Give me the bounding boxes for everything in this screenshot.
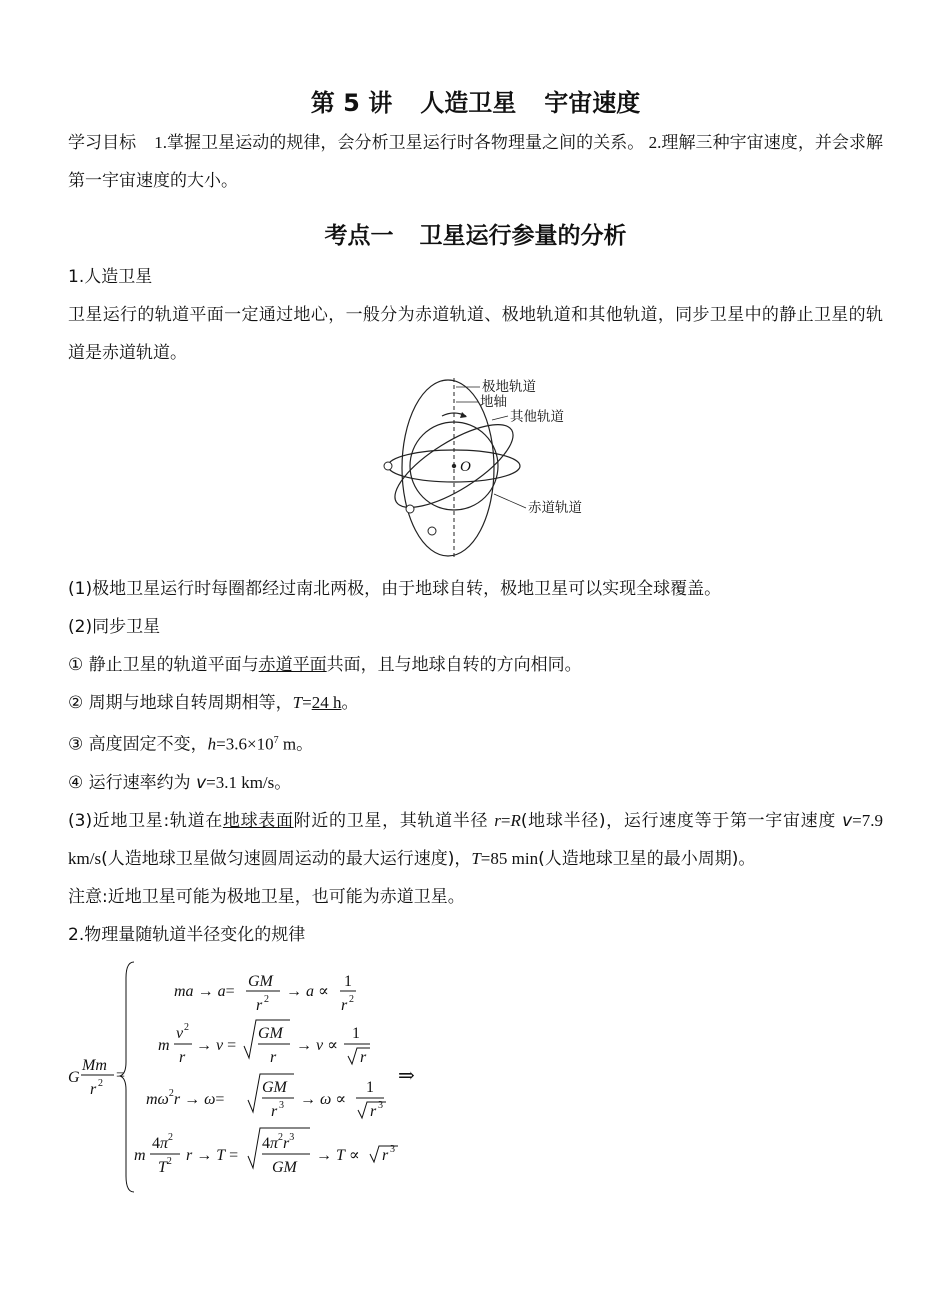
row2-r2: r — [270, 1048, 277, 1066]
polar-orbit-label: 极地轨道 — [482, 379, 536, 395]
near-r: r — [494, 810, 501, 830]
row1-one: 1 — [344, 972, 352, 990]
near-eq: = — [500, 810, 511, 830]
near-mid-2: (地球半径)，运行速度等于第一宇宙速度 — [520, 810, 843, 831]
row4-m: m — [134, 1146, 146, 1164]
row1: ma → a= — [174, 982, 235, 1000]
lecture-number: 第 5 讲 — [310, 89, 393, 117]
polar-satellite-text: (1)极地卫星运行时每圈都经过南北两极，由于地球自转，极地卫星可以实现全球覆盖。 — [68, 579, 722, 599]
sync-item-1 — [68, 646, 883, 684]
row1-r-exp: 2 — [349, 993, 354, 1005]
period-value: 24 h — [311, 693, 342, 712]
row3-r2-exp: 3 — [378, 1099, 383, 1111]
formula-brace — [120, 962, 134, 1192]
equator-leader — [494, 494, 526, 508]
row2-one: 1 — [352, 1024, 360, 1042]
rotation-arrowhead — [460, 412, 467, 418]
sync-item-3 — [68, 722, 883, 764]
section-title: 卫星运行参量的分析 — [419, 223, 627, 249]
formula-G: G — [68, 1068, 80, 1086]
subheading-satellite: 1.人造卫星 — [68, 267, 153, 287]
center-point — [452, 464, 456, 468]
near-v: v — [842, 810, 853, 831]
orbit-description: 卫星运行的轨道平面一定通过地心，一般分为赤道轨道、极地轨道和其他轨道，同步卫星中的静止卫星的轨道是赤道轨道。 — [68, 305, 883, 363]
formula-block — [68, 958, 883, 1198]
row1-rel: → a ∝ — [286, 982, 329, 1000]
row2-v-exp: 2 — [184, 1021, 189, 1033]
row4-4pi2: $4\pi^2$ — [152, 1131, 174, 1152]
satellite-equator — [384, 462, 392, 470]
row1-GM: GM — [248, 972, 273, 990]
row3-GM: GM — [262, 1078, 287, 1096]
row1-r: r — [341, 996, 348, 1014]
row4-r-exp: 3 — [390, 1143, 395, 1155]
sync-item-4-pre: ④ 运行速率约为 — [68, 772, 197, 793]
row3-rel: → ω ∝ — [300, 1090, 347, 1108]
learning-objectives — [68, 124, 883, 200]
near-pre: (3)近地卫星:轨道在 — [68, 810, 223, 831]
speed-var: v — [196, 772, 207, 793]
section-number: 考点一 — [324, 223, 394, 249]
near-v-value: =7.9 km/s — [68, 810, 884, 868]
speed-value: =3.1 km/s。 — [206, 772, 292, 792]
title-topic-2: 宇宙速度 — [544, 89, 641, 117]
near-end: (人造地球卫星的最小周期)。 — [538, 848, 756, 869]
row3-r: r — [271, 1102, 278, 1120]
sync-item-1-underline: 赤道平面 — [258, 655, 327, 675]
document-page — [68, 84, 883, 1198]
note: 注意:近地卫星可能为极地卫星，也可能为赤道卫星。 — [68, 886, 465, 907]
sync-item-4 — [68, 764, 883, 802]
height-var: h — [207, 734, 217, 754]
objectives-label: 学习目标 — [68, 133, 137, 153]
other-leader — [492, 416, 508, 420]
row4-num: $4\pi^2r^3$ — [262, 1131, 295, 1152]
height-value: =3.6×10 — [216, 734, 274, 754]
implies-arrow: ⇒ — [398, 1064, 415, 1087]
formula-r: r — [90, 1080, 97, 1098]
period-var: T — [292, 693, 303, 712]
height-unit: m。 — [278, 734, 314, 754]
formula-r-exp: 2 — [98, 1077, 103, 1089]
row3-r-exp: 3 — [279, 1099, 284, 1111]
formula-eq: = — [116, 1066, 126, 1084]
row1-r2-exp: 2 — [264, 993, 269, 1005]
title-topic-1: 人造卫星 — [420, 89, 517, 117]
near-R: R — [510, 810, 521, 830]
sync-item-1-post: 共面，且与地球自转的方向相同。 — [326, 655, 582, 675]
row4-T2: $T^2$ — [158, 1155, 172, 1176]
near-underline: 地球表面 — [222, 810, 294, 831]
sync-item-2-post: 。 — [341, 693, 359, 713]
orbit-diagram — [68, 376, 883, 564]
center-label: O — [460, 459, 471, 475]
rule-heading: 2.物理量随轨道半径变化的规律 — [68, 924, 306, 945]
orbit-diagram-svg — [376, 376, 596, 562]
satellite-polar — [428, 527, 436, 535]
sync-item-3-pre: ③ 高度固定不变， — [68, 734, 208, 755]
row2-r: r — [179, 1048, 186, 1066]
near-T-value: =85 min — [480, 848, 539, 868]
row2-rel: → v ∝ — [296, 1036, 338, 1054]
row4-arrow: r → T = — [186, 1146, 239, 1164]
height-exponent: 7 — [273, 735, 279, 746]
row4-rel: → T ∝ — [316, 1146, 360, 1164]
sync-item-2 — [68, 684, 883, 722]
row2-arrow: → v = — [196, 1036, 237, 1054]
page-title — [68, 84, 883, 122]
row2-r3: r — [360, 1048, 367, 1066]
satellite-other — [406, 505, 414, 513]
row1-r2: r — [256, 996, 263, 1014]
sync-item-1-pre: ① 静止卫星的轨道平面与 — [68, 655, 259, 675]
row2-sqrt2 — [348, 1048, 370, 1064]
near-mid-3: (人造地球卫星做匀速圆周运动的最大运行速度)， — [101, 848, 472, 869]
other-orbit-label: 其他轨道 — [510, 409, 564, 425]
near-T: T — [471, 848, 481, 868]
near-mid-1: 附近的卫星，其轨道半径 — [293, 810, 495, 831]
row2-v: v — [176, 1024, 184, 1042]
row2-GM: GM — [258, 1024, 283, 1042]
row4-GM: GM — [272, 1158, 297, 1176]
row3-one: 1 — [366, 1078, 374, 1096]
near-earth-satellite — [68, 802, 883, 878]
period-eq: = — [302, 693, 312, 712]
row3: $m\omega^2r \to \omega=$ — [146, 1087, 225, 1108]
sync-satellite-heading: (2)同步卫星 — [68, 617, 161, 637]
sync-item-2-pre: ② 周期与地球自转周期相等， — [68, 693, 293, 713]
section-heading — [68, 218, 883, 254]
formula-Mm: Mm — [82, 1056, 107, 1074]
formula-svg — [68, 958, 468, 1198]
axis-label: 地轴 — [480, 394, 507, 410]
row4-r: r — [382, 1146, 389, 1164]
objectives-text: 1.掌握卫星运动的规律，会分析卫星运行时各物理量之间的关系。 2.理解三种宇宙速度，并会求解第一宇宙速度的大小。 — [68, 133, 884, 190]
row2-m: m — [158, 1036, 170, 1054]
row3-r2: r — [370, 1102, 377, 1120]
equator-orbit-label: 赤道轨道 — [528, 500, 582, 516]
